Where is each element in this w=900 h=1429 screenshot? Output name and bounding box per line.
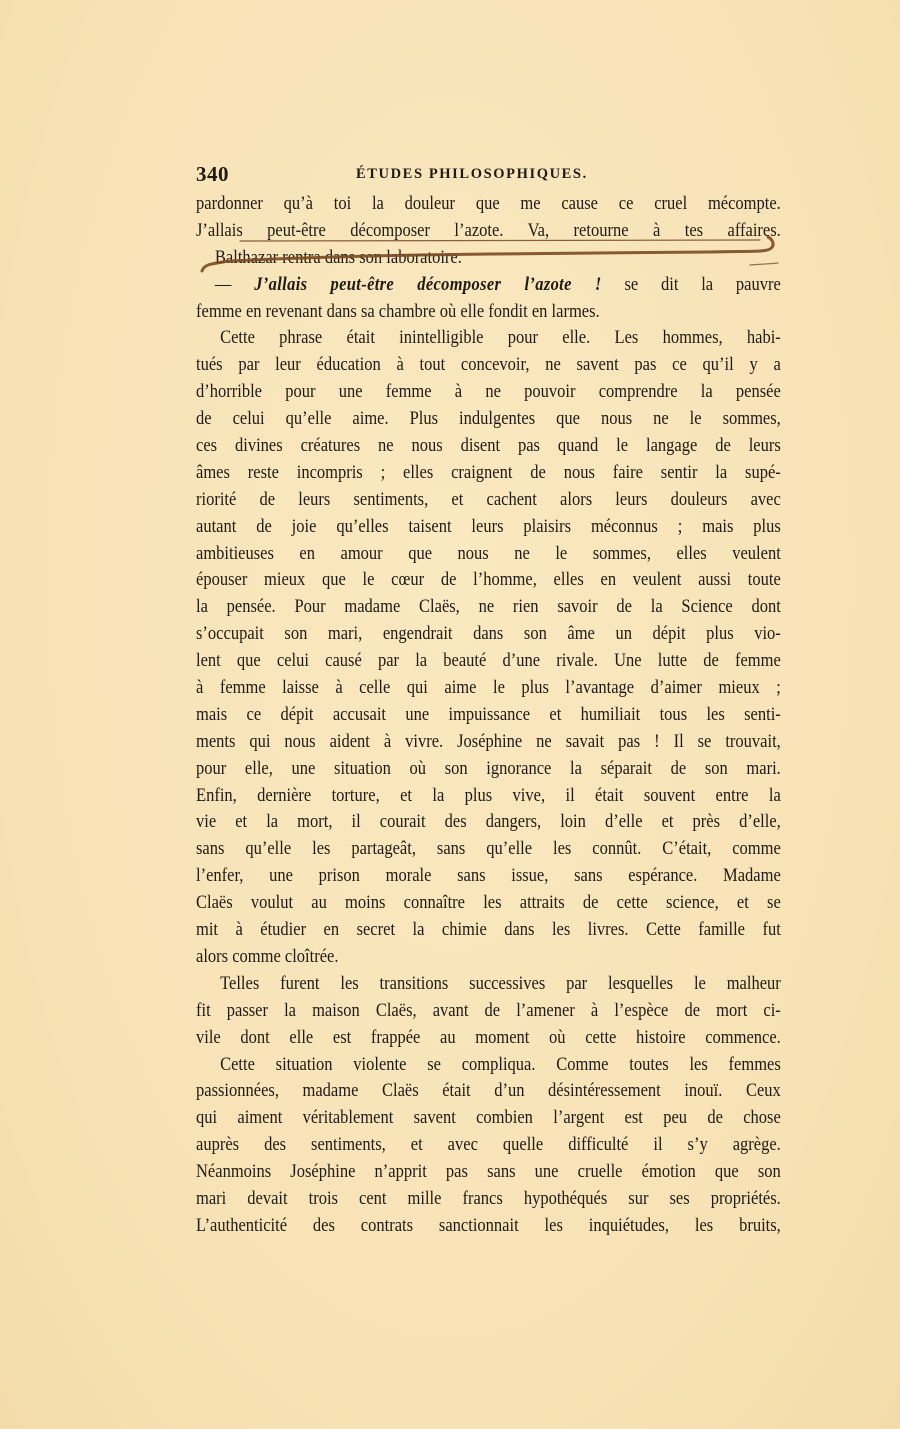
text-line: Balthazar rentra dans son laboratoire.: [214, 246, 462, 268]
text-line: de celui qu’elle aime. Plus indulgentes que nous ne le sommes,: [196, 408, 781, 430]
text-line: mit à étudier en secret la chimie dans les livres. Cette famille fut: [196, 919, 781, 941]
paragraph-start: Telles furent les transitions successives par lesquelles le malheur: [220, 972, 781, 994]
text-line: vile dont elle est frappée au moment où cette histoire commence.: [196, 1026, 781, 1048]
text-line: fit passer la maison Claës, avant de l’amener à l’espèce de mort ci-: [196, 999, 781, 1021]
text-line-underlined: J’allais peut-être décomposer l’azote. Va, retourne à tes affaires.: [196, 219, 781, 241]
paragraph-start: Cette phrase était inintelligible pour elle. Les hommes, habi-: [220, 327, 781, 349]
text-line: ments qui nous aident à vivre. Joséphine ne savait pas ! Il se trouvait,: [196, 730, 781, 752]
text-line: qui aiment véritablement savent combien l’argent est peu de chose: [196, 1107, 781, 1129]
paragraph-start: Cette situation violente se compliqua. Comme toutes les femmes: [220, 1053, 781, 1075]
text-line: femme en revenant dans sa chambre où elle fondit en larmes.: [196, 300, 600, 322]
page-header: [196, 162, 781, 188]
text-line: auprès des sentiments, et avec quelle difficulté il s’y agrège.: [196, 1134, 781, 1156]
text-line: vie et la mort, il courait des dangers, loin d’elle et près d’elle,: [196, 811, 781, 833]
text-line: mari devait trois cent mille francs hypothéqués sur ses propriétés.: [196, 1187, 781, 1209]
page-number: 340: [196, 162, 229, 186]
text-line: ambitieuses en amour que nous ne le sommes, elles veulent: [196, 542, 781, 564]
text-line: mais ce dépit accusait une impuissance et humiliait tous les senti-: [196, 703, 781, 725]
text-line: d’horrible pour une femme à ne pouvoir comprendre la pensée: [196, 381, 781, 403]
text-line: à femme laisse à celle qui aime le plus l’avantage d’aimer mieux ;: [196, 677, 781, 699]
text-line: pardonner qu’à toi la douleur que me cause ce cruel mécompte.: [196, 193, 781, 214]
text-line: Enfin, dernière torture, et la plus vive, il était souvent entre la: [196, 784, 781, 806]
text-line: autant de joie qu’elles taisent leurs plaisirs méconnus ; mais plus: [196, 515, 781, 537]
body-text: [196, 191, 781, 1240]
text-line: sans qu’elle les partageât, sans qu’elle les connût. C’était, comme: [196, 838, 781, 860]
text-line: âmes reste incompris ; elles craignent de nous faire sentir la supé-: [196, 461, 781, 483]
italic-quote: J’allais peut-être décomposer l’azote !: [254, 273, 602, 295]
text-line: passionnées, madame Claës était d’un désintéressement inouï. Ceux: [196, 1080, 781, 1102]
text-line: riorité de leurs sentiments, et cachent alors leurs douleurs avec: [196, 488, 781, 510]
text-line: Claës voulut au moins connaître les attraits de cette science, et se: [196, 892, 781, 914]
text-line: Néanmoins Joséphine n’apprit pas sans une cruelle émotion que son: [196, 1161, 781, 1183]
text-line: alors comme cloîtrée.: [196, 945, 339, 967]
text-line: tués par leur éducation à tout concevoir, ne savent pas ce qu’il y a: [196, 354, 781, 376]
running-title: ÉTUDES PHILOSOPHIQUES.: [356, 166, 588, 182]
text-line: ces divines créatures ne nous disent pas quand le langage de leurs: [196, 435, 781, 457]
text-line: la pensée. Pour madame Claës, ne rien savoir de la Science dont: [196, 596, 781, 618]
text-line-dialogue: — J’allais peut-être décomposer l’azote ! se dit la pauvre: [214, 273, 781, 295]
text-line: l’enfer, une prison morale sans issue, sans espérance. Madame: [196, 865, 781, 887]
text-line: L’authenticité des contrats sanctionnait les inquiétudes, les bruits,: [196, 1214, 781, 1236]
text-line: lent que celui causé par la beauté d’une rivale. Une lutte de femme: [196, 650, 781, 672]
text-line: pour elle, une situation où son ignorance la séparait de son mari.: [196, 757, 781, 779]
text-line: s’occupait son mari, engendrait dans son âme un dépit plus vio-: [196, 623, 781, 645]
text-line: épouser mieux que le cœur de l’homme, elles en veulent aussi toute: [196, 569, 781, 591]
